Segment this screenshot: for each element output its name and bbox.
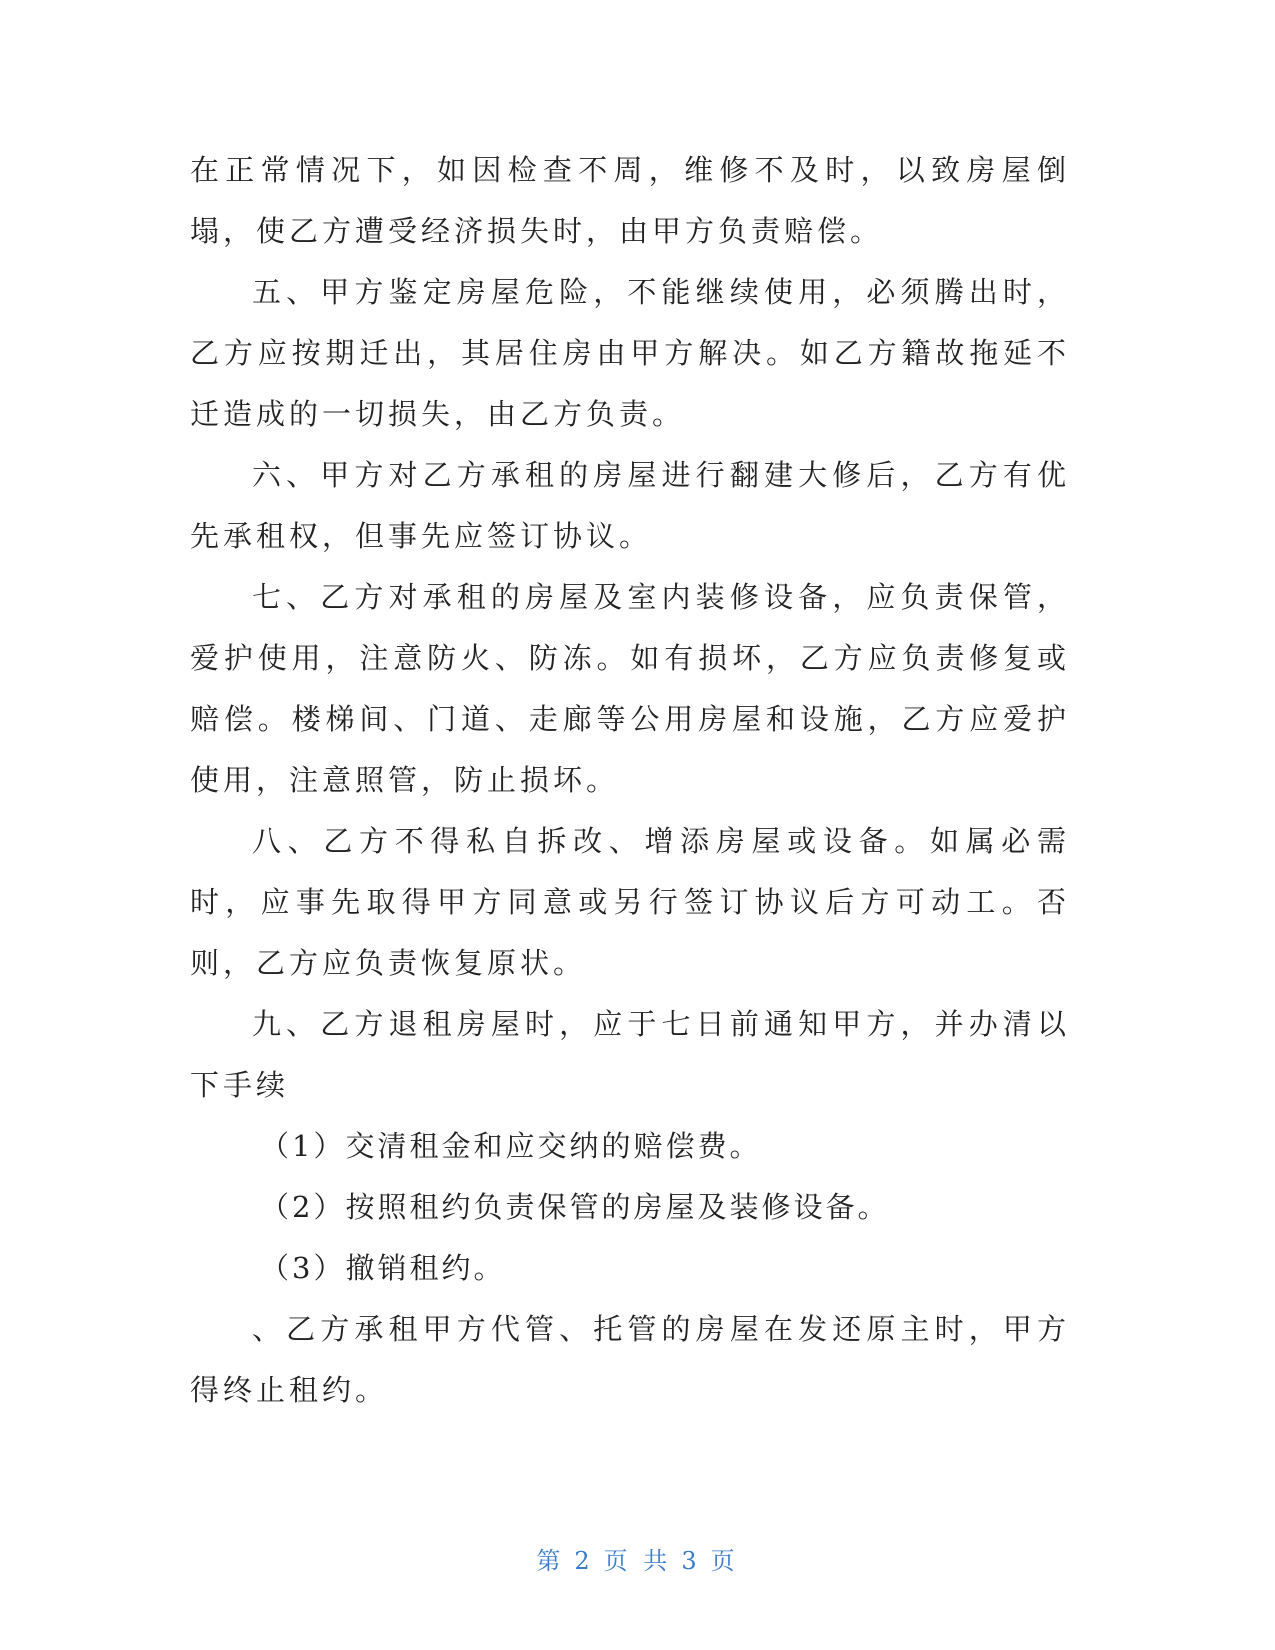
paragraph-continuation: 在正常情况下，如因检查不周，维修不及时，以致房屋倒塌，使乙方遭受经济损失时，由甲方负责赔偿。 xyxy=(190,153,1070,248)
footer-page-number: 2 xyxy=(574,1547,594,1575)
page-footer xyxy=(0,1541,1275,1576)
clause-9-item-1: （1）交清租金和应交纳的赔偿费。 xyxy=(260,1129,762,1163)
clause-9: 九、乙方退租房屋时，应于七日前通知甲方，并办清以下手续 xyxy=(190,1007,1070,1102)
footer-suffix: 页 xyxy=(710,1547,739,1575)
clause-9-item-2: （2）按照租约负责保管的房屋及装修设备。 xyxy=(260,1190,890,1224)
clause-8: 八、乙方不得私自拆改、增添房屋或设备。如属必需时，应事先取得甲方同意或另行签订协议后方可动工。否则，乙方应负责恢复原状。 xyxy=(190,824,1070,980)
clause-5: 五、甲方鉴定房屋危险，不能继续使用，必须腾出时，乙方应按期迁出，其居住房由甲方解决。如乙方籍故拖延不迁造成的一切损失，由乙方负责。 xyxy=(190,275,1070,431)
footer-prefix: 第 xyxy=(536,1547,565,1575)
clause-9-item-3: （3）撤销租约。 xyxy=(260,1251,506,1285)
clause-7: 七、乙方对承租的房屋及室内装修设备，应负责保管，爱护使用，注意防火、防冻。如有损坏，乙方应负责修复或赔偿。楼梯间、门道、走廊等公用房屋和设施，乙方应爱护使用，注意照管，防止损坏。 xyxy=(190,580,1070,797)
footer-total-pages: 3 xyxy=(681,1547,701,1575)
clause-6: 六、甲方对乙方承租的房屋进行翻建大修后，乙方有优先承租权，但事先应签订协议。 xyxy=(190,458,1070,553)
document-body xyxy=(190,140,1070,1421)
clause-10: 、乙方承租甲方代管、托管的房屋在发还原主时，甲方得终止租约。 xyxy=(190,1312,1070,1407)
footer-middle: 页 共 xyxy=(603,1547,672,1575)
